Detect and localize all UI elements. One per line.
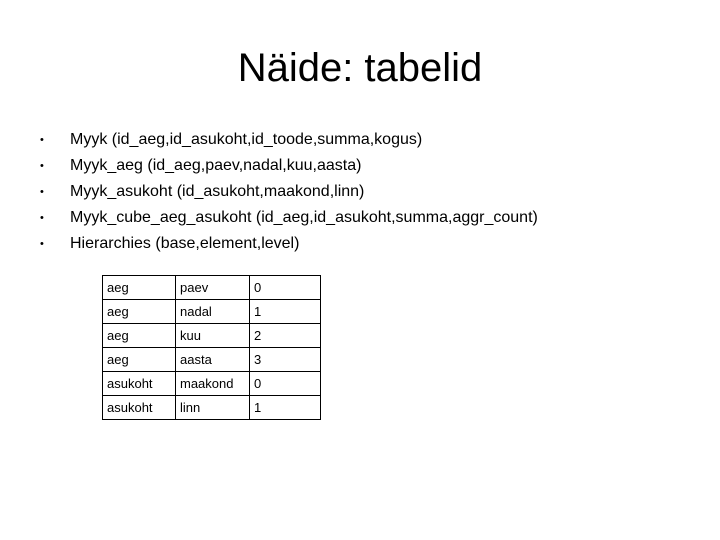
table-cell-element: paev	[176, 276, 250, 300]
table-cell-element: aasta	[176, 348, 250, 372]
table-cell-base: aeg	[103, 300, 176, 324]
table-cell-level: 0	[250, 276, 321, 300]
hierarchies-table	[102, 275, 321, 420]
table-cell-level: 3	[250, 348, 321, 372]
table-cell-level: 0	[250, 372, 321, 396]
table-cell-element: nadal	[176, 300, 250, 324]
table-cell-element: kuu	[176, 324, 250, 348]
table-cell-base: asukoht	[103, 372, 176, 396]
bullet-icon: •	[40, 212, 44, 224]
table-cell-base: asukoht	[103, 396, 176, 420]
bullet-text: Hierarchies (base,element,level)	[70, 235, 300, 252]
bullet-text: Myyk_aeg (id_aeg,paev,nadal,kuu,aasta)	[70, 157, 362, 174]
table-cell-base: aeg	[103, 324, 176, 348]
bullet-text: Myyk_cube_aeg_asukoht (id_aeg,id_asukoht,summa,aggr_count)	[70, 209, 538, 226]
table-cell-base: aeg	[103, 348, 176, 372]
bullet-icon: •	[40, 160, 44, 172]
bullet-icon: •	[40, 238, 44, 250]
table-cell-base: aeg	[103, 276, 176, 300]
bullet-icon: •	[40, 134, 44, 146]
bullet-text: Myyk (id_aeg,id_asukoht,id_toode,summa,kogus)	[70, 131, 423, 148]
table-cell-level: 2	[250, 324, 321, 348]
table-row	[103, 372, 321, 396]
table-row	[103, 348, 321, 372]
bullet-icon: •	[40, 186, 44, 198]
bullet-text: Myyk_asukoht (id_asukoht,maakond,linn)	[70, 183, 365, 200]
table-cell-element: linn	[176, 396, 250, 420]
table-cell-level: 1	[250, 396, 321, 420]
table-row	[103, 396, 321, 420]
table-row	[103, 276, 321, 300]
slide-title: Näide: tabelid	[237, 46, 483, 90]
table-cell-level: 1	[250, 300, 321, 324]
table-row	[103, 300, 321, 324]
table-cell-element: maakond	[176, 372, 250, 396]
table-row	[103, 324, 321, 348]
